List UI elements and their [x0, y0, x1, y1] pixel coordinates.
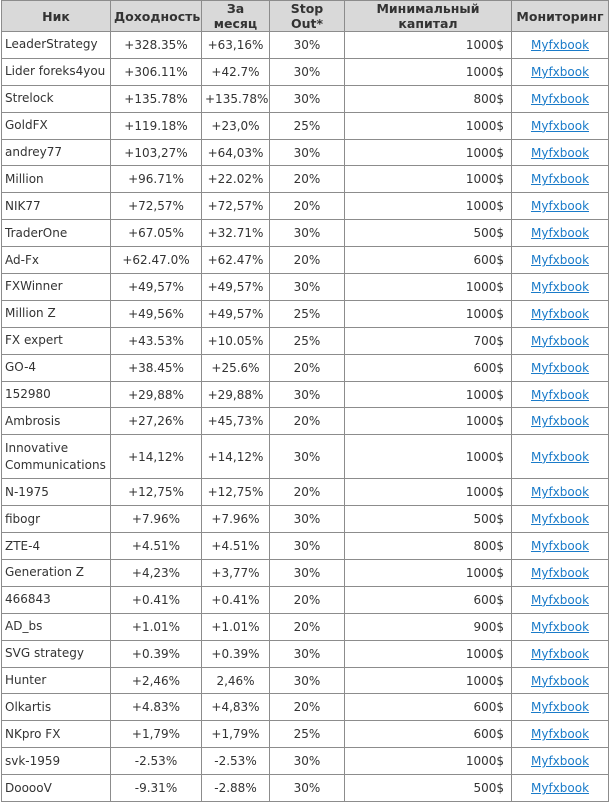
cell-nick: N-1975 [2, 479, 111, 506]
column-header-yield: Доходность [111, 1, 202, 32]
myfxbook-link[interactable]: Myfxbook [530, 333, 590, 348]
cell-monitoring [512, 748, 609, 775]
cell-monitoring [512, 408, 609, 435]
cell-min-capital: 1000$ [345, 193, 512, 220]
cell-nick: Generation Z [2, 560, 111, 587]
cell-min-capital: 600$ [345, 354, 512, 381]
cell-nick: LeaderStrategy [2, 32, 111, 59]
cell-month: +7.96% [202, 506, 270, 533]
cell-yield: +2,46% [111, 667, 202, 694]
cell-month: +4,83% [202, 694, 270, 721]
cell-nick: andrey77 [2, 139, 111, 166]
cell-month: +49,57% [202, 300, 270, 327]
cell-month: +135.78% [202, 85, 270, 112]
cell-min-capital: 1000$ [345, 560, 512, 587]
cell-yield: +49,57% [111, 274, 202, 301]
cell-stop-out: 30% [270, 58, 345, 85]
table-row [2, 479, 609, 506]
cell-nick: Strelock [2, 85, 111, 112]
myfxbook-link[interactable]: Myfxbook [530, 485, 590, 500]
cell-yield: +43.53% [111, 327, 202, 354]
cell-yield: +0.39% [111, 640, 202, 667]
cell-month: +62.47% [202, 247, 270, 274]
cell-month: +63,16% [202, 32, 270, 59]
cell-yield: -2.53% [111, 748, 202, 775]
cell-yield: +119.18% [111, 112, 202, 139]
myfxbook-link[interactable]: Myfxbook [530, 646, 590, 661]
table-row [2, 613, 609, 640]
cell-min-capital: 1000$ [345, 667, 512, 694]
cell-nick: FX expert [2, 327, 111, 354]
cell-stop-out: 20% [270, 408, 345, 435]
cell-stop-out: 20% [270, 247, 345, 274]
table-row [2, 381, 609, 408]
cell-nick: fibogr [2, 506, 111, 533]
cell-yield: +29,88% [111, 381, 202, 408]
cell-yield: +1,79% [111, 721, 202, 748]
cell-nick: Ad-Fx [2, 247, 111, 274]
cell-nick: DooooV [2, 775, 111, 802]
myfxbook-link[interactable]: Myfxbook [530, 754, 590, 769]
cell-nick: ZTE-4 [2, 533, 111, 560]
cell-min-capital: 1000$ [345, 408, 512, 435]
myfxbook-link[interactable]: Myfxbook [530, 539, 590, 554]
cell-nick: GoldFX [2, 112, 111, 139]
cell-min-capital: 500$ [345, 775, 512, 802]
cell-min-capital: 1000$ [345, 381, 512, 408]
table-row [2, 300, 609, 327]
cell-nick: Innovative Communications [2, 435, 111, 479]
myfxbook-link[interactable]: Myfxbook [530, 727, 590, 742]
cell-monitoring [512, 166, 609, 193]
cell-monitoring [512, 479, 609, 506]
column-header-stop-out: Stop Out* [270, 1, 345, 32]
myfxbook-link[interactable]: Myfxbook [530, 199, 590, 214]
cell-month: +72,57% [202, 193, 270, 220]
cell-min-capital: 1000$ [345, 32, 512, 59]
cell-yield: +72,57% [111, 193, 202, 220]
cell-yield: +27,26% [111, 408, 202, 435]
cell-month: +42.7% [202, 58, 270, 85]
cell-nick: Lider foreks4you [2, 58, 111, 85]
table-row [2, 408, 609, 435]
cell-month: +45,73% [202, 408, 270, 435]
table-row [2, 139, 609, 166]
myfxbook-link[interactable]: Myfxbook [530, 360, 590, 375]
cell-stop-out: 30% [270, 274, 345, 301]
cell-monitoring [512, 533, 609, 560]
cell-stop-out: 30% [270, 139, 345, 166]
table-row [2, 586, 609, 613]
cell-monitoring [512, 435, 609, 479]
table-row [2, 274, 609, 301]
cell-month: +25.6% [202, 354, 270, 381]
table-row [2, 721, 609, 748]
cell-nick: Hunter [2, 667, 111, 694]
myfxbook-link[interactable]: Myfxbook [530, 387, 590, 402]
myfxbook-link[interactable]: Myfxbook [530, 64, 590, 79]
cell-yield: +103,27% [111, 139, 202, 166]
table-row [2, 85, 609, 112]
cell-stop-out: 30% [270, 32, 345, 59]
cell-month: +49,57% [202, 274, 270, 301]
cell-monitoring [512, 139, 609, 166]
cell-min-capital: 1000$ [345, 274, 512, 301]
cell-min-capital: 600$ [345, 694, 512, 721]
cell-stop-out: 20% [270, 613, 345, 640]
cell-nick: Million Z [2, 300, 111, 327]
table-body [2, 32, 609, 802]
cell-yield: +4.83% [111, 694, 202, 721]
cell-min-capital: 1000$ [345, 300, 512, 327]
table-row [2, 560, 609, 587]
table-row [2, 667, 609, 694]
cell-yield: +328.35% [111, 32, 202, 59]
cell-stop-out: 20% [270, 586, 345, 613]
cell-min-capital: 1000$ [345, 58, 512, 85]
table-row [2, 775, 609, 802]
cell-nick: svk-1959 [2, 748, 111, 775]
table-row [2, 506, 609, 533]
table-row [2, 220, 609, 247]
cell-monitoring [512, 112, 609, 139]
cell-monitoring [512, 85, 609, 112]
cell-nick: Million [2, 166, 111, 193]
cell-yield: +14,12% [111, 435, 202, 479]
cell-yield: +306.11% [111, 58, 202, 85]
table-row [2, 435, 609, 479]
cell-monitoring [512, 327, 609, 354]
table-row [2, 327, 609, 354]
cell-stop-out: 30% [270, 775, 345, 802]
cell-min-capital: 600$ [345, 586, 512, 613]
table-row [2, 112, 609, 139]
cell-monitoring [512, 193, 609, 220]
cell-month: +32.71% [202, 220, 270, 247]
cell-stop-out: 30% [270, 506, 345, 533]
cell-stop-out: 30% [270, 85, 345, 112]
cell-yield: +7.96% [111, 506, 202, 533]
cell-nick: NKpro FX [2, 721, 111, 748]
cell-monitoring [512, 775, 609, 802]
myfxbook-link[interactable]: Myfxbook [530, 172, 590, 187]
cell-yield: +38.45% [111, 354, 202, 381]
table-row [2, 166, 609, 193]
cell-nick: FXWinner [2, 274, 111, 301]
cell-min-capital: 1000$ [345, 166, 512, 193]
cell-month: +29,88% [202, 381, 270, 408]
table-header-row [2, 1, 609, 32]
cell-nick: SVG strategy [2, 640, 111, 667]
cell-month: +12,75% [202, 479, 270, 506]
cell-yield: -9.31% [111, 775, 202, 802]
cell-min-capital: 800$ [345, 533, 512, 560]
cell-yield: +4,23% [111, 560, 202, 587]
cell-month: +0.39% [202, 640, 270, 667]
myfxbook-link[interactable]: Myfxbook [530, 700, 590, 715]
cell-stop-out: 30% [270, 560, 345, 587]
cell-nick: AD_bs [2, 613, 111, 640]
cell-min-capital: 1000$ [345, 112, 512, 139]
cell-stop-out: 25% [270, 300, 345, 327]
table-row [2, 32, 609, 59]
table-row [2, 694, 609, 721]
myfxbook-link[interactable]: Myfxbook [530, 226, 590, 241]
cell-monitoring [512, 381, 609, 408]
cell-stop-out: 30% [270, 381, 345, 408]
table-row [2, 247, 609, 274]
cell-month: -2.88% [202, 775, 270, 802]
cell-month: +0.41% [202, 586, 270, 613]
cell-stop-out: 25% [270, 327, 345, 354]
myfxbook-link[interactable]: Myfxbook [530, 306, 590, 321]
myfxbook-link[interactable]: Myfxbook [530, 145, 590, 160]
cell-min-capital: 600$ [345, 247, 512, 274]
cell-monitoring [512, 354, 609, 381]
cell-month: +3,77% [202, 560, 270, 587]
cell-stop-out: 20% [270, 354, 345, 381]
table-row [2, 58, 609, 85]
cell-monitoring [512, 58, 609, 85]
cell-min-capital: 700$ [345, 327, 512, 354]
cell-yield: +1.01% [111, 613, 202, 640]
cell-stop-out: 30% [270, 748, 345, 775]
myfxbook-link[interactable]: Myfxbook [530, 118, 590, 133]
cell-min-capital: 800$ [345, 85, 512, 112]
myfxbook-link[interactable]: Myfxbook [530, 565, 590, 580]
myfxbook-link[interactable]: Myfxbook [530, 414, 590, 429]
table-row [2, 640, 609, 667]
cell-nick: GO-4 [2, 354, 111, 381]
cell-monitoring [512, 506, 609, 533]
myfxbook-link[interactable]: Myfxbook [530, 673, 590, 688]
column-header-nick: Ник [2, 1, 111, 32]
cell-min-capital: 1000$ [345, 139, 512, 166]
cell-stop-out: 20% [270, 166, 345, 193]
cell-stop-out: 30% [270, 220, 345, 247]
cell-min-capital: 1000$ [345, 479, 512, 506]
table-row [2, 354, 609, 381]
myfxbook-link[interactable]: Myfxbook [530, 512, 590, 527]
cell-stop-out: 30% [270, 533, 345, 560]
cell-monitoring [512, 586, 609, 613]
cell-monitoring [512, 247, 609, 274]
cell-stop-out: 20% [270, 694, 345, 721]
cell-min-capital: 1000$ [345, 640, 512, 667]
cell-yield: +96.71% [111, 166, 202, 193]
myfxbook-link[interactable]: Myfxbook [530, 619, 590, 634]
cell-stop-out: 25% [270, 112, 345, 139]
cell-monitoring [512, 694, 609, 721]
cell-stop-out: 20% [270, 193, 345, 220]
cell-nick: NIK77 [2, 193, 111, 220]
cell-month: 2,46% [202, 667, 270, 694]
cell-min-capital: 500$ [345, 220, 512, 247]
ratings-table [1, 0, 609, 802]
column-header-min-capital: Минимальный капитал [345, 1, 512, 32]
myfxbook-link[interactable]: Myfxbook [530, 592, 590, 607]
myfxbook-link[interactable]: Myfxbook [530, 253, 590, 268]
cell-monitoring [512, 640, 609, 667]
cell-yield: +135.78% [111, 85, 202, 112]
cell-month: -2.53% [202, 748, 270, 775]
cell-yield: +67.05% [111, 220, 202, 247]
cell-min-capital: 900$ [345, 613, 512, 640]
cell-min-capital: 1000$ [345, 748, 512, 775]
cell-month: +4.51% [202, 533, 270, 560]
myfxbook-link[interactable]: Myfxbook [530, 449, 590, 464]
cell-nick: Olkartis [2, 694, 111, 721]
cell-stop-out: 30% [270, 435, 345, 479]
cell-month: +14,12% [202, 435, 270, 479]
cell-month: +1.01% [202, 613, 270, 640]
cell-month: +23,0% [202, 112, 270, 139]
column-header-month: За месяц [202, 1, 270, 32]
cell-monitoring [512, 721, 609, 748]
myfxbook-link[interactable]: Myfxbook [530, 37, 590, 52]
cell-nick: 466843 [2, 586, 111, 613]
cell-yield: +0.41% [111, 586, 202, 613]
cell-month: +1,79% [202, 721, 270, 748]
cell-yield: +12,75% [111, 479, 202, 506]
myfxbook-link[interactable]: Myfxbook [530, 279, 590, 294]
cell-monitoring [512, 32, 609, 59]
cell-stop-out: 30% [270, 667, 345, 694]
cell-monitoring [512, 220, 609, 247]
cell-min-capital: 1000$ [345, 435, 512, 479]
cell-stop-out: 20% [270, 479, 345, 506]
cell-yield: +49,56% [111, 300, 202, 327]
cell-monitoring [512, 300, 609, 327]
cell-monitoring [512, 274, 609, 301]
cell-nick: TraderOne [2, 220, 111, 247]
cell-nick: 152980 [2, 381, 111, 408]
cell-min-capital: 600$ [345, 721, 512, 748]
cell-month: +22.02% [202, 166, 270, 193]
cell-monitoring [512, 667, 609, 694]
cell-nick: Ambrosis [2, 408, 111, 435]
myfxbook-link[interactable]: Myfxbook [530, 781, 590, 796]
table-row [2, 533, 609, 560]
cell-stop-out: 30% [270, 640, 345, 667]
table-row [2, 193, 609, 220]
cell-month: +64,03% [202, 139, 270, 166]
column-header-monitoring: Мониторинг [512, 1, 609, 32]
cell-stop-out: 25% [270, 721, 345, 748]
cell-monitoring [512, 613, 609, 640]
myfxbook-link[interactable]: Myfxbook [530, 91, 590, 106]
cell-month: +10.05% [202, 327, 270, 354]
cell-yield: +4.51% [111, 533, 202, 560]
cell-yield: +62.47.0% [111, 247, 202, 274]
cell-monitoring [512, 560, 609, 587]
table-row [2, 748, 609, 775]
cell-min-capital: 500$ [345, 506, 512, 533]
